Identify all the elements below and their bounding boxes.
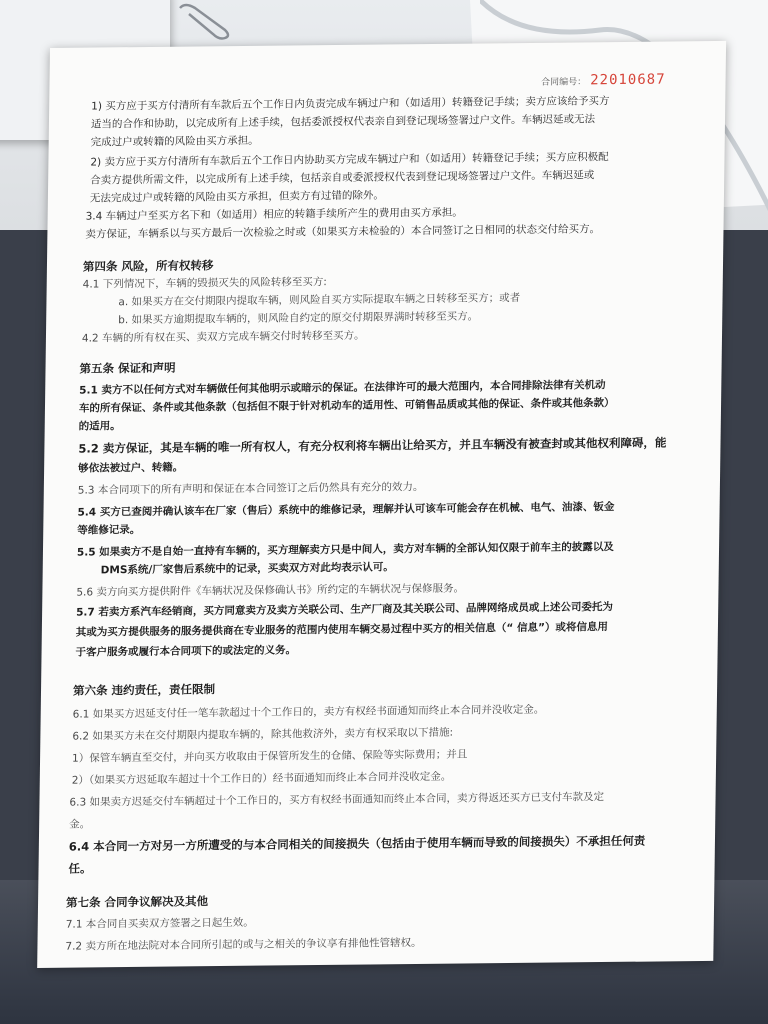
clause-4-2: 4.2 车辆的所有权在买、卖双方完成车辆交付时转移至买方。	[81, 329, 365, 345]
clause-3-3-item-2-line-3: 无法完成过户或转籍的风险由买方承担，但卖方有过错的除外。	[89, 189, 385, 205]
clause-6-2-item-2: 2）（如果买方迟延取车超过十个工作日的）经书面通知而终止本合同并没收定金。	[71, 770, 452, 787]
paperclip-icon	[175, 0, 235, 40]
clause-5-6: 5.6 卖方向买方提供附件《车辆状况及保修确认书》所约定的车辆状况与保修服务。	[76, 582, 465, 599]
clause-3-3-item-2-line-1: 2) 卖方应于买方付清所有车款后五个工作日内协助买方完成车辆过户和（如适用）转籍登记手续；买方应积极配	[90, 151, 609, 169]
clause-6-1: 6.1 如果买方迟延支付任一笔车款超过十个工作日的，卖方有权经书面通知而终止本合同并没收定金。	[72, 703, 545, 721]
clause-3-3-item-1-line-2: 适当的合作和协助，以完成所有上述手续，包括委派授权代表亲自到登记现场签署过户文件。车辆迟延或无法	[90, 113, 596, 131]
clause-6-3-line-2: 金。	[69, 818, 91, 831]
clause-5-2-line-2: 够依法被过户、转籍。	[78, 461, 184, 475]
clause-5-2-line-1: 5.2 卖方保证，其是车辆的唯一所有权人，有充分权利将车辆出让给买方，并且车辆没有被查封或其他权利障碍，能	[78, 435, 667, 456]
clause-5-4-line-1: 5.4 买方已查阅并确认该车在厂家（售后）系统中的维修记录，理解并认可该车可能会存在机械、电气、油漆、钣金	[77, 500, 615, 519]
clause-5-7-line-2: 其或为买方提供服务的服务提供商在专业服务的范围内使用车辆交易过程中买方的相关信息（“ 信息”）或将信息用	[75, 621, 608, 639]
clause-3-4: 3.4 车辆过户至买方名下和（如适用）相应的转籍手续所产生的费用由买方承担。	[85, 206, 463, 223]
clause-6-2: 6.2 如果买方未在交付期限内提取车辆的，除其他救济外，卖方有权采取以下措施:	[72, 726, 454, 743]
clause-3-3-item-1-line-1: 1) 买方应于买方付清所有车款后五个工作日内负责完成车辆过户和（如适用）转籍登记手续；卖方应该给予买方	[91, 95, 610, 113]
clause-6-4-line-2: 任。	[68, 861, 92, 876]
article-6-heading: 第六条 违约责任，责任限制	[72, 682, 216, 698]
clause-5-1-line-1: 5.1 卖方不以任何方式对车辆做任何其他明示或暗示的保证。在法律许可的最大范围内，本合同排除法律有关机动	[79, 379, 606, 397]
clause-4-1: 4.1 下列情况下，车辆的毁损灭失的风险转移至买方:	[82, 276, 327, 291]
clause-5-7-line-3: 于客户服务或履行本合同项下的或法定的义务。	[75, 644, 297, 659]
clause-3-3-item-1-line-3: 完成过户或转籍的风险由买方承担。	[90, 134, 259, 149]
clause-5-1-line-2: 车的所有保证、条件或其他条款（包括但不限于针对机动车的适用性、可销售品质或其他的保证、条件或其他条款）	[78, 397, 615, 415]
clause-4-1-a: a. 如果买方在交付期限内提取车辆，则风险自买方实际提取车辆之日转移至买方；或者	[118, 292, 521, 309]
clause-3-5: 卖方保证，车辆系以与买方最后一次检验之时或（如果买方未检验的）本合同签订之日相同的状态交付给买方。	[85, 223, 601, 241]
clause-5-5-line-1: 5.5 如果卖方不是自始一直持有车辆的，买方理解卖方只是中间人，卖方对车辆的全部认知仅限于前车主的披露以及	[76, 540, 614, 559]
clause-3-3-item-2-line-2: 合卖方提供所需文件，以完成所有上述手续，包括亲自或委派授权代表到登记现场签署过户文件。车辆迟延或	[90, 169, 595, 187]
clause-4-1-b: b. 如果买方逾期提取车辆的，则风险自约定的原交付期限界满时转移至买方。	[118, 310, 479, 327]
clause-5-3: 5.3 本合同项下的所有声明和保证在本合同签订之后仍然具有充分的效力。	[77, 481, 424, 497]
clause-5-1-line-3: 的适用。	[78, 420, 121, 433]
clause-6-4-line-1: 6.4 本合同一方对另一方所遭受的与本合同相关的间接损失（包括由于使用车辆而导致的间接损失）不承担任何责	[68, 833, 646, 854]
article-5-heading: 第五条 保证和声明	[79, 360, 176, 376]
contract-number-value: 22010687	[590, 71, 666, 89]
clause-7-2: 7.2 卖方所在地法院对本合同所引起的或与之相关的争议享有排他性管辖权。	[65, 936, 422, 953]
clause-7-1: 7.1 本合同自买卖双方签署之日起生效。	[65, 916, 254, 931]
article-4-heading: 第四条 风险，所有权转移	[82, 258, 214, 274]
clause-5-7-line-1: 5.7 若卖方系汽车经销商，买方同意卖方及卖方关联公司、生产厂商及其关联公司、品牌网络成员或上述公司委托为	[76, 600, 614, 619]
contract-number-label: 合同编号：	[541, 77, 587, 88]
clause-5-5-line-2: DMS系统/厂家售后系统中的记录，买卖双方对此均表示认可。	[100, 561, 394, 577]
clause-6-2-item-1: 1）保管车辆直至交付，并向买方收取由于保管所发生的仓储、保险等实际费用；并且	[71, 748, 468, 765]
article-7-heading: 第七条 合同争议解决及其他	[65, 894, 209, 910]
contract-number-header	[541, 72, 666, 89]
contract-page	[37, 41, 726, 968]
clause-6-3-line-1: 6.3 如果卖方迟延交付车辆超过十个工作日的，买方有权经书面通知而终止本合同，卖方得返还买方已支付车款及定	[69, 791, 605, 809]
clause-5-4-line-2: 等维修记录。	[77, 523, 141, 537]
